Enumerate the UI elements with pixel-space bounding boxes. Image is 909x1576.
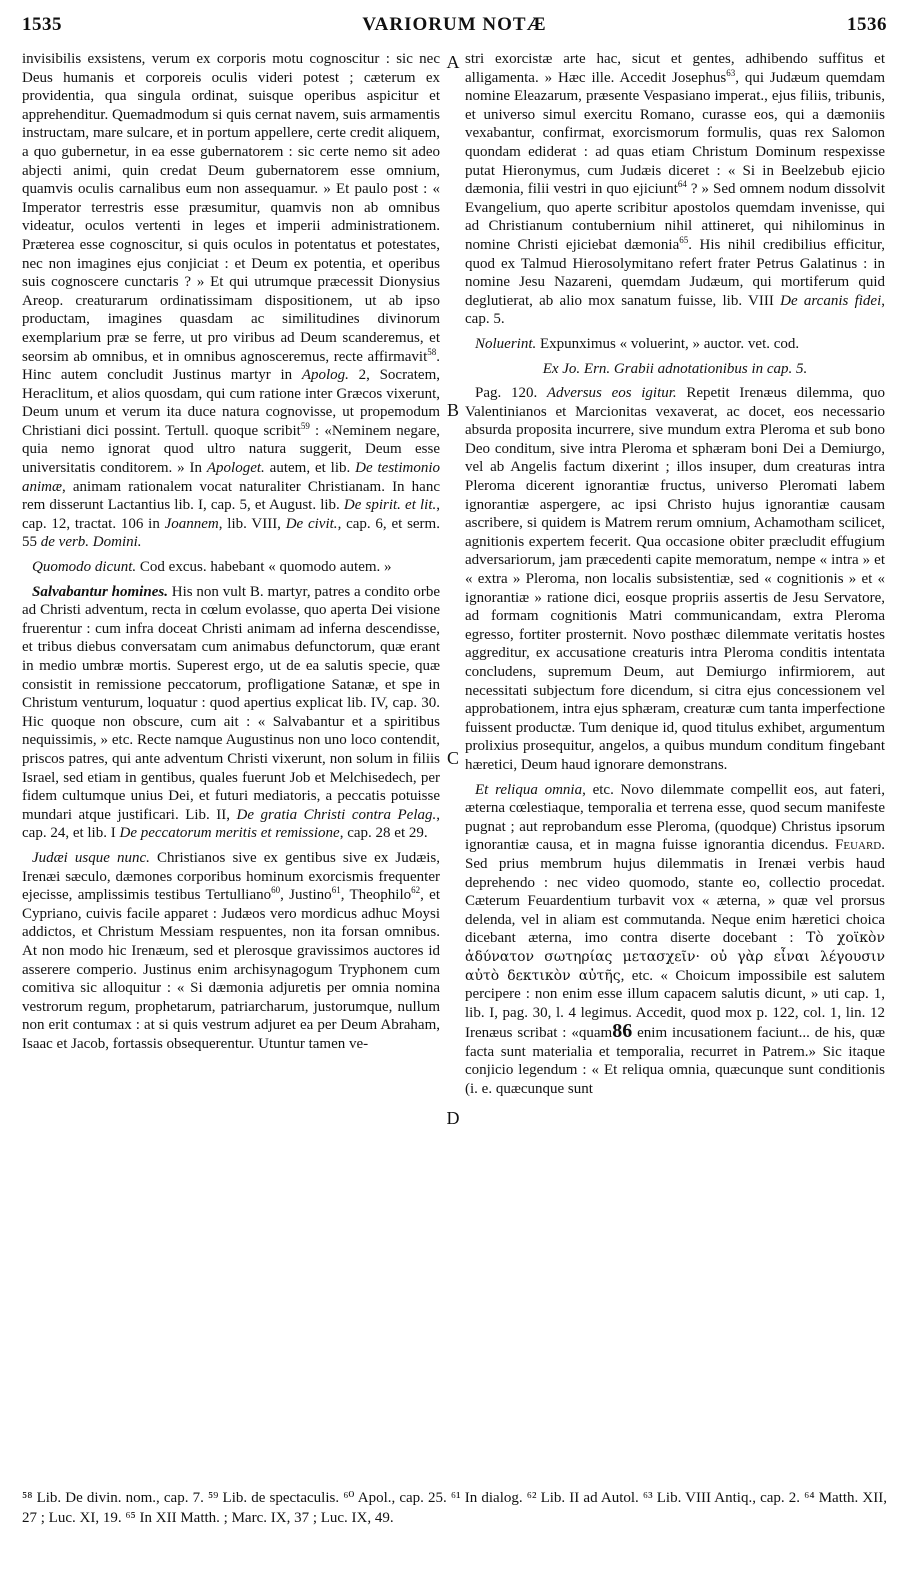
footnote-ref: 65 <box>679 234 689 245</box>
margin-letter-a: A <box>446 52 460 72</box>
margin-letter-c: C <box>446 748 459 768</box>
lemma: Salvabantur homines. <box>32 583 168 600</box>
lemma: Judæi usque nunc. <box>32 849 150 866</box>
right-paragraph-4: Et reliqua omnia, etc. Novo dilemmate compellit eos, aut fateri, æterna cœlestiaque, temporalia et terrena esse, quod secum manifeste pugnat ; aut reprobandum esse Pleroma, (quodque) Christus ipsorum ignorantiæ causa, et in magna fuisse ignorantia dicendus. Feuard. Sed prius membrum hujus dilemmatis in Irenæi verbis haud deprehendo : nec video quomodo, stante eo, collectio procedat. Cæterum Feuardentium turbavit vox « æterna, » quæ vel prorsus delenda, vel in aliam est commutanda. Neque enim hæretici choica dicebant æterna, imo contra diserte docebant : Τὸ χοϊκὸν ἀδύνατον σωτηρίας μετασχεῖν· οὐ γὰρ εἶναι λέγουσιν αὐτὸ δεκτικὸν αὐτῆς, etc. « Choicum impossibile est salutem percipere : non enim esse illum capacem salutis dicunt, » uti cap. 1, lib. I, pag. 30, l. 4 legimus. Accedit, quod mox p. 122, col. 1, lin. 12 Irenæus scribat : «quam86 enim incusationem faciunt... de his, quæ facta sunt materialia et temporalia, recurret in Patrem.» Sic itaque conjicio legendum : « Et reliqua omnia, quæcunque sunt conditionis (i. e. quæcunque sunt <box>465 781 885 1098</box>
lemma: Adversus eos igitur. <box>546 385 677 402</box>
left-column <box>22 50 440 1059</box>
greek-quote: Τὸ χοϊκὸν ἀδύνατον σωτηρίας μετασχεῖν· οὐ γὰρ εἶναι λέγουσιν αὐτὸ δεκτικὸν αὐτῆς <box>465 930 885 984</box>
left-paragraph-3: Salvabantur homines. His non vult B. martyr, patres a condito orbe ad Christi adventum, recta in cœlum evolasse, quo aperta Dei visione fruerentur : cum infra doceat Christi animam ad inferna descendisse, et tribus diebus conversatam cum animabus defunctorum, quæ erant in medio umbræ mortis. Superest ergo, ut de ea salutis specie, quæ consistit in remissione peccatorum, profligatione Satanæ, et spe in Christum venturum, loquatur : quod apertius explicat lib. IV, cap. 30. Hic quoque non obscure, cum ait : « Salvabantur et a spiritibus nequissimis, » etc. Recte namque Augustinus non uno loco contendit, priscos patres, qui ante adventum Christi vixerunt, non solum in filiis Israel, sed etiam in gentibus, quales fuerunt Job et Melchisedech, per fidem cultumque unius Dei, et futuri mediatoris, a peccatis potuisse mundari atque justificari. Lib. II, De gratia Christi contra Pelag., cap. 24, et lib. I De peccatorum meritis et remissione, cap. 28 et 29. <box>22 583 441 842</box>
footnote-ref: 60 <box>271 885 281 896</box>
footnote-ref: 58 <box>427 346 437 357</box>
left-paragraph-2: Quomodo dicunt. Cod excus. habebant « quomodo autem. » <box>32 559 392 576</box>
lemma: Noluerint. <box>475 335 537 352</box>
page-header <box>22 12 887 38</box>
signature-number: 86 <box>612 1020 633 1043</box>
page-number-left: 1535 <box>22 14 62 35</box>
footnote-ref: 59 <box>300 420 310 431</box>
footnote-line: ⁵⁸ Lib. De divin. nom., cap. 7. ⁵⁹ Lib. de spectaculis. ⁶⁰ Apol., cap. 25. ⁶¹ In dialog. ⁶² Lib. II ad Autol. ⁶³ Lib. VIII Antiq., cap. 2. ⁶⁴ Matth. XII, 27 ; Luc. XI, 19. ⁶⁵ In XII Matth. ; Marc. IX, 37 ; Luc. IX, 49. <box>22 1490 887 1526</box>
lemma: Et reliqua omnia <box>475 781 583 798</box>
right-paragraph-2: Noluerint. Expunximus « voluerint, » auctor. vet. cod. <box>475 335 800 352</box>
lemma: Quomodo dicunt. <box>32 559 137 576</box>
right-paragraph-3: Pag. 120. Adversus eos igitur. Repetit Irenæus dilemma, quo Valentinianos et Marcionitas vexaverat, ac docet, eos necessario absurda proposita incurrere, sive mundum extra Pleroma et sub bono Deo conditum, sive intra Pleroma et sphæram boni Dei a Demiurgo, vel ab Angelis factum dixerint ; illos insuper, dum creaturas intra Pleroma dicerent ignorantiæ fructus, universo Pleromati labem ignorantiæ aspergere, ac ipsi Christo hujus ignorantiæ causam ascribere, si quidem is Matrem rerum omnium, Achamotham scilicet, agnitionis expertem fecerit. Qua occasione obiter præcludit effugium adversariorum, jam præcedenti capite memoratum, nempe « intra » et « extra » Pleroma, non localis subsistentiæ, sed « cognitionis » et « ignorantiæ » ratione dici, eosque propriis assertis de Jesu Servatore, ad formam cognitionis Matri communicandam, extra Pleroma egresso, fortiter prosternit. Novo posthæc dilemmate veritatis hostes aggreditur, ex accusatione creaturis intra Pleroma conditis intentata concludens, supremum Deum, aut Demiurgo infirmiorem, aut necessitati subjectum fore dicendum, si citra ejus concessionem vel approbationem, intra ejus sphæram, creaturæ cum tanta imperfectione fuissent productæ. Tum denique id, quod titulus exhibet, argumentum prolixius prosequitur, angelos, a quibus mundum conditum fingebant hæretici, Deum haud ignorare demonstrans. <box>465 385 885 773</box>
margin-letter-d: D <box>446 1108 460 1128</box>
footnotes <box>22 1488 887 1528</box>
footnote-ref: 63 <box>726 67 736 78</box>
margin-letter-b: B <box>446 400 459 420</box>
right-column <box>465 50 885 1105</box>
running-title: VARIORUM NOTÆ <box>362 14 547 35</box>
section-title: Ex Jo. Ern. Grabii adnotationibus in cap. 5. <box>542 360 808 377</box>
footnote-ref: 64 <box>677 179 687 190</box>
left-paragraph-4: Judæi usque nunc. Christianos sive ex gentibus sive ex Judæis, Irenæi sæculo, dæmones corporibus hominum exorcismis frequenter ejecisse, amplissimis testibus Tertulliano$^{60}$, Justino$^{61}$, Theophilo$^{62}$, et Cypriano, cuivis facile apparet : Judæos vero mordicus adhuc Moysi addictos, et Christum Messiam respuentes, non ita forsan omnibus. At non modo hic Irenæum, sed et plerosque gravissimos auctores id asserere comperio. Justinus enim archisynagogum Tryphonem cum comitiva sic alloquitur : « Si dæmonia adjuretis per omnia nomina vestrorum regum, prophetarum, patriarcharum, justorumque, nullum non erit contumax : at si quis vestrum adjuret ea per Deum Abraham, Isaac et Jacob, fortassis obsequerentur. Utuntur tamen ve- <box>22 849 441 1052</box>
footnote-ref: 61 <box>331 885 341 896</box>
page-number-right: 1536 <box>847 14 887 35</box>
left-paragraph-1: invisibilis exsistens, verum ex corporis motu cognoscitur : sic nec Deus humanis et corporeis oculis videri potest ; cæterum ex providentia, qua singula ordinat, suisque operibus aspicitur et apprehenditur. Quemadmodum si quis cernat navem, suis armamentis instructam, mare sulcare, et in portum appellere, certe credit aliquem, a quo gubernetur, in ea esse gubernatorem : sic certe nemo sit adeo abjecti animi, quin credat Deum gubernatorem esse omnium, quamvis oculis carnalibus eum non assequamur. » Et paulo post : « Imperator terrestris esse præsumitur, quamvis non ab omnibus videatur, oculos vertenti in leges et imperii administrationem. Præterea esse cognoscitur, si quis oculos in potentatus et potestates, nec non imagines ejus conjiciat : et Deum ex potentia, et operibus suis cognoscere cunctaris ? » Et qui utrumque præcessit Dionysius Areop. creaturarum ordinatissimam dispositionem, ut ab ipso productam, imagines quasdam ac similitudines divinorum exemplarium præ se ferre, ut pro viribus ad Deum scanderemus, et seorsim ab omnibus, et in omnibus agnosceremus, recte affirmavit$^{58}$. Hinc autem concludit Justinus martyr in Apolog. 2, Socratem, Heraclitum, et alios quosdam, qui cum ratione inter Græcos vixerunt, Deum unum et verum ita duce natura cognovisse, ut propemodum Christiani dici possint. Tertull. quoque scribit$^{59}$ : «Neminem negare, quia nemo ignorat quod ultro natura suggerit, Deum esse universitatis conditorem. » In Apologet. autem, et lib. De testimonio animæ, animam rationalem vocat naturaliter Christianam. In hanc rem disserunt Lactantius lib. I, cap. 5, et August. lib. De spirit. et lit., cap. 12, tractat. 106 in Joannem, lib. VIII, De civit., cap. 6, et serm. 55 de verb. Domini. <box>22 51 440 551</box>
footnote-ref: 62 <box>411 885 421 896</box>
right-paragraph-1: stri exorcistæ arte hac, sicut et gentes, adhibendo suffitus et alligamenta. » Hæc ille. Accedit Josephus$^{63}$, qui Judæum quemdam nomine Eleazarum, præsente Vespasiano imperat., ejus filiis, tribunis, et universo simul exercitu Romano, curasse eos, qui a dæmoniis vexabantur, confirmat, exorcismorum formulis, quas rex Salomon quondam ediderat : ad quas etiam Christum Dominum respexisse putat Hieronymus, cum Judæis diceret : « Si in Beelzebub ejicio dæmonia, filii vestri in quo ejiciunt$^{64}$ ? » Sed omnem nodum dissolvit Evangelium, quo aperte scribitur apostolos quemdam invenisse, qui ad Christianum contubernium nihil attineret, qui nihilominus in nomine Christi ejiciebat dæmonia$^{65}$. His nihil credibilius efficitur, quod ex Talmud Hierosolymitano refert frater Petrus Galatinus : in nomine Jesu Nazareni, quemdam Judæum, qui mortiferum quid deglutierat, ab alio mox sanatum fuisse, lib. VIII De arcanis fidei, cap. 5. <box>465 51 886 328</box>
